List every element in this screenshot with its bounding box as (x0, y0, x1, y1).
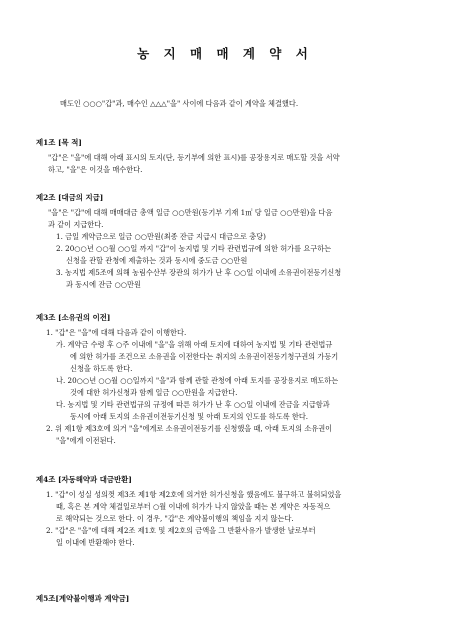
section-line: 에 의한 허가를 조건으로 소유권을 이전한다는 취지의 소유권이전등기청구권의 가등기 (70, 352, 339, 361)
section-line: 다. 농지법 및 기타 관련법규의 규정에 따른 허가가 난 후 ○○일 이내에 잔금을 지급함과 (56, 400, 330, 409)
section-line: 1. "갑"이 성실 성의껏 제3조 제1항 제2호에 의거한 허가신청을 했음에도 불구하고 불허되었을 (46, 490, 342, 499)
section-2 (36, 192, 412, 291)
section-line: 나. 20○○년 ○○월 ○○일까지 "을"과 함께 관할 관청에 아래 토지를 공장용지로 매도하는 (56, 376, 339, 385)
section-line: "갑"은 "을"에 대해 아래 표시의 토지(단, 등기부에 의한 표시)를 공장용지로 매도할 것을 서약 (48, 153, 340, 162)
section-line: 2. "갑"은 "을"에 대해 제2조 제1호 및 제2호의 금액을 그 반환사유가 발생한 날로부터 (46, 526, 316, 535)
section-line: 일 이내에 반환해야 한다. (56, 538, 135, 547)
section-line: 3. 농지법 제5조에 의해 농림수산부 장관의 허가가 난 후 ○○일 이내에 소유권이전등기신청 (56, 268, 342, 277)
section-line: 신청을 하도록 한다. (70, 364, 133, 373)
section-line: 1. "갑"은 "을"에 대해 다음과 같이 이행한다. (46, 328, 187, 337)
section-line: 과 동시에 잔금 ○○만원 (66, 280, 141, 289)
section-title: 제1조 [목 적] (36, 138, 82, 147)
section-1 (36, 137, 412, 176)
document-title: 농 지 매 매 계 약 서 (137, 46, 313, 61)
intro-text: 매도인 ○○○"갑"과, 매수인 △△△"을" 사이에 다음과 같이 계약을 체결했다. (60, 99, 299, 108)
section-line: 동시에 아래 토지의 소유권이전등기신청 및 아래 토지의 인도를 하도록 한다. (70, 412, 309, 421)
section-line: "을"은 "갑"에 대해 매매대금 총액 일금 ○○만원(등기부 기재 1㎡ 당 일금 ○○만원)을 다음 (48, 208, 333, 217)
section-line: 신청을 관할 관청에 제출하는 것과 동시에 중도금 ○○만원 (66, 256, 248, 265)
section-4 (36, 474, 412, 549)
section-line: 과 같이 지급한다. (48, 220, 104, 229)
section-title: 제3조 [소유권의 이전] (36, 313, 111, 322)
section-3 (36, 312, 412, 447)
section-line: 가. 계약금 수령 후 ○주 이내에 "을"을 위해 아래 토지에 대하여 농지법 및 기타 관련법규 (56, 340, 333, 349)
section-line: "을"에게 이전된다. (56, 436, 116, 445)
section-line: 때, 혹은 본 계약 체결일로부터 ○월 이내에 허가가 나지 않았을 때는 본 계약은 자동적으 (56, 502, 331, 511)
section-5 (36, 593, 412, 608)
section-line: 로 해약되는 것으로 한다. 이 경우, "갑"은 계약불이행의 책임을 지지 않는다. (56, 514, 294, 523)
section-line: 것에 대한 허가신청과 함께 일금 ○○만원을 지급한다. (70, 388, 238, 397)
section-title: 제4조 [자동해약과 대금반환] (36, 475, 132, 484)
section-line: 1. 금일 계약금으로 일금 ○○만원(최종 잔금 지급시 대금으로 충당) (56, 232, 266, 241)
section-line: 2. 20○○년 ○○월 ○○일 까지 "갑"이 농지법 및 기타 관련법규에 의한 허가를 요구하는 (56, 244, 332, 253)
section-line: 2. 위 제1항 제3호에 의거 "을"에게로 소유권이전등기를 신청했을 때, 아래 토지의 소유권이 (46, 424, 333, 433)
section-title: 제5조[계약불이행과 계약금] (36, 594, 130, 603)
section-line: 하고, "을"은 이것을 매수한다. (48, 165, 143, 174)
section-title: 제2조 [대금의 지급] (36, 193, 104, 202)
